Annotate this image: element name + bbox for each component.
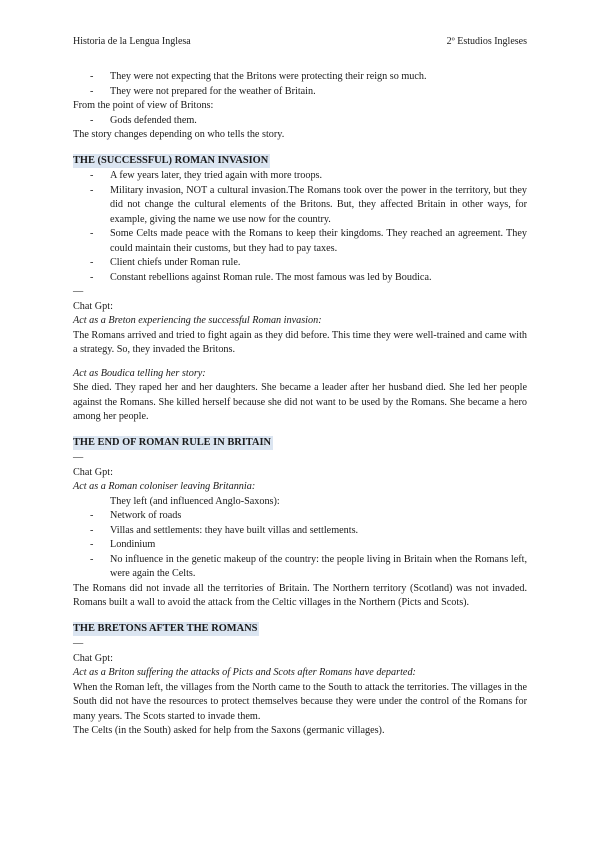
- roman-invasion-list: [73, 169, 527, 285]
- chat-prompt: Act as a Briton suffering the attacks of Picts and Scots after Romans have departed:: [73, 667, 416, 678]
- list-item: - A few years later, they tried again with more troops.: [73, 169, 527, 184]
- chat-label: Chat Gpt:: [73, 466, 113, 478]
- header-program: 2º Estudios Ingleses: [446, 36, 527, 47]
- list-item: - Client chiefs under Roman rule.: [73, 256, 527, 271]
- pov-line: From the point of view of Britons:: [73, 100, 214, 111]
- body-paragraph: When the Roman left, the villages from the North came to the South to attack the territories. The villages in the South did not have the resources to protect themselves because they were under the control of the Romans for many years. The Scots started to invade them.: [73, 681, 527, 722]
- list-item: - They were not prepared for the weather of Britain.: [73, 85, 527, 100]
- document-body: [73, 70, 527, 739]
- list-item: - They were not expecting that the Britons were protecting their reign so much.: [73, 70, 527, 85]
- list-item: - Constant rebellions against Roman rule. The most famous was led by Boudica.: [73, 271, 527, 286]
- chat-answer: She died. They raped her and her daughters. She became a leader after her husband died. She led her people against the Romans. She killed herself because she did not want to be used by the Romans. She became a hero among her people.: [73, 382, 527, 422]
- body-paragraph: The Romans did not invade all the territories of Britain. The Northern territory (Scotland) was not invaded. Romans built a wall to avoid the attack from the Celtic villages in the Northern (Picts and Scots).: [73, 582, 527, 608]
- dash-bullet: -: [90, 114, 94, 126]
- chat-prompt: Act as a Breton experiencing the successful Roman invasion:: [73, 315, 322, 326]
- chat-answer: The Romans arrived and tried to fight again as they did before. This time they were well-trained and came with a strategy. So, they invaded the Britons.: [73, 329, 527, 355]
- list-item: - Some Celts made peace with the Romans to keep their kingdoms. They reached an agreement. They could maintain their customs, but they had to pay taxes.: [90, 228, 527, 254]
- section-heading-bretons-after-romans: THE BRETONS AFTER THE ROMANS: [73, 622, 259, 637]
- section-heading-roman-invasion: THE (SUCCESSFUL) ROMAN INVASION: [73, 154, 270, 169]
- intro-list: [73, 70, 527, 99]
- dash-bullet: -: [90, 524, 94, 536]
- list-item: - Villas and settlements: they have built villas and settlements.: [73, 524, 527, 539]
- dash-bullet: -: [90, 271, 94, 283]
- dash-bullet: -: [90, 257, 94, 268]
- dash-bullet: -: [90, 85, 94, 97]
- dash-bullet: -: [90, 71, 94, 82]
- closing-line: The story changes depending on who tells the story.: [73, 129, 285, 140]
- dash-bullet: -: [90, 553, 94, 565]
- list-item: - Military invasion, NOT a cultural invasion.The Romans took over the power in the territory, but they did not change the cultural elements of the Britons. But, they affected Britain in other ways, for example, giving the name we use now for the country.: [90, 184, 527, 225]
- section-heading-end-of-roman-rule: THE END OF ROMAN RULE IN BRITAIN: [73, 436, 273, 451]
- dash-bullet: -: [90, 510, 94, 521]
- dash-bullet: -: [90, 184, 94, 196]
- dash-bullet: -: [90, 170, 94, 181]
- list-item: - Gods defended them.: [73, 114, 527, 129]
- dash-bullet: -: [90, 539, 94, 550]
- separator: —: [73, 638, 84, 649]
- separator: —: [73, 286, 84, 297]
- end-rule-list: [73, 509, 527, 582]
- list-item: - Network of roads: [73, 509, 527, 524]
- separator: —: [73, 452, 84, 463]
- body-paragraph: The Celts (in the South) asked for help from the Saxons (germanic villages).: [73, 725, 385, 736]
- chat-prompt: Act as Boudica telling her story:: [73, 367, 206, 379]
- list-lead: They left (and influenced Anglo-Saxons):: [110, 495, 280, 507]
- dash-bullet: -: [90, 228, 94, 239]
- chat-label: Chat Gpt:: [73, 652, 113, 664]
- list-item: - No influence in the genetic makeup of the country: the people living in Britain when the Romans left, were again the Celts.: [90, 553, 527, 579]
- pov-list: [73, 114, 527, 129]
- list-item: - Londinium: [73, 538, 527, 553]
- chat-label: Chat Gpt:: [73, 300, 113, 312]
- header-course-title: Historia de la Lengua Inglesa: [73, 36, 191, 47]
- chat-prompt: Act as a Roman coloniser leaving Britannia:: [73, 481, 256, 492]
